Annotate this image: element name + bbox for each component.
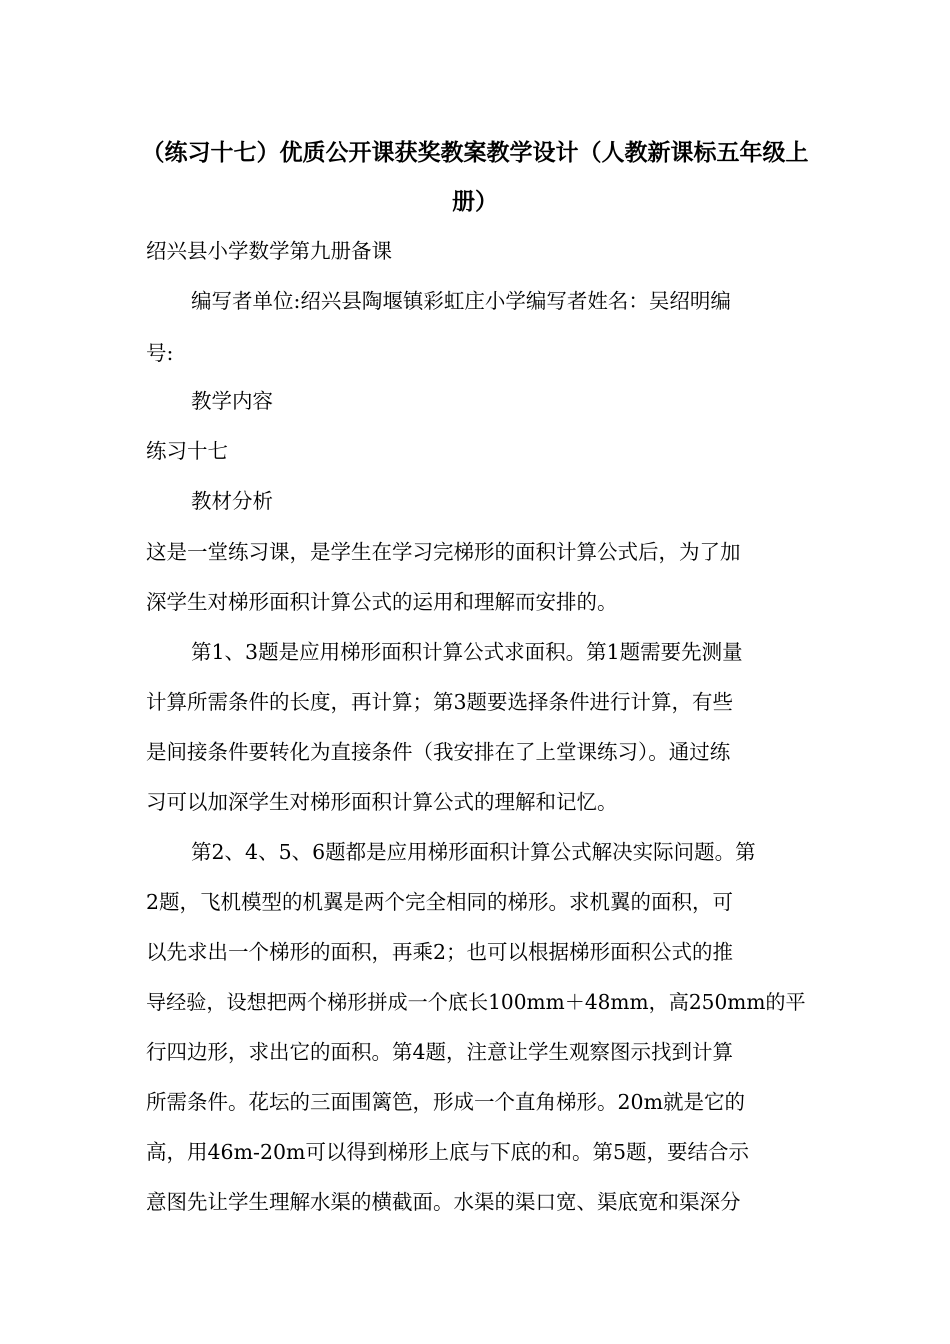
- section-heading-analysis: 教材分析: [191, 489, 273, 513]
- paragraph-2-line-3: 是间接条件要转化为直接条件（我安排在了上堂课练习）。通过练: [146, 740, 731, 764]
- paragraph-2-line-2: 计算所需条件的长度，再计算；第3题要选择条件进行计算，有些: [146, 690, 734, 714]
- paragraph-3-line-1: 第2、4、5、6题都是应用梯形面积计算公式解决实际问题。第: [191, 840, 756, 864]
- section-content-text: 练习十七: [146, 439, 228, 463]
- paragraph-3-line-3: 以先求出一个梯形的面积，再乘2；也可以根据梯形面积公式的推: [146, 940, 734, 964]
- author-info-line-1: 编写者单位:绍兴县陶堰镇彩虹庄小学编写者姓名：吴绍明编: [191, 289, 731, 313]
- paragraph-3-line-8: 意图先让学生理解水渠的横截面。水渠的渠口宽、渠底宽和渠深分: [146, 1190, 741, 1214]
- document-title-line-1: （练习十七）优质公开课获奖教案教学设计（人教新课标五年级上: [141, 140, 809, 166]
- paragraph-2-line-1: 第1、3题是应用梯形面积计算公式求面积。第1题需要先测量: [191, 640, 743, 664]
- paragraph-3-line-7: 高，用46m-20m可以得到梯形上底与下底的和。第5题，要结合示: [146, 1140, 750, 1164]
- paragraph-3-line-5: 行四边形，求出它的面积。第4题，注意让学生观察图示找到计算: [146, 1040, 734, 1064]
- author-info-line-2: 号:: [146, 341, 174, 365]
- paragraph-1-line-1: 这是一堂练习课，是学生在学习完梯形的面积计算公式后，为了加: [146, 540, 741, 564]
- paragraph-3-line-2: 2题，飞机模型的机翼是两个完全相同的梯形。求机翼的面积，可: [146, 890, 734, 914]
- course-heading: 绍兴县小学数学第九册备课: [146, 239, 392, 263]
- document-title-line-2: 册）: [452, 189, 498, 215]
- section-heading-content: 教学内容: [191, 389, 273, 413]
- paragraph-3-line-4: 导经验，设想把两个梯形拼成一个底长100mm＋48mm，高250mm的平: [146, 990, 806, 1014]
- paragraph-3-line-6: 所需条件。花坛的三面围篱笆，形成一个直角梯形。20m就是它的: [146, 1090, 746, 1114]
- paragraph-2-line-4: 习可以加深学生对梯形面积计算公式的理解和记忆。: [146, 790, 618, 814]
- paragraph-1-line-2: 深学生对梯形面积计算公式的运用和理解而安排的。: [146, 590, 618, 614]
